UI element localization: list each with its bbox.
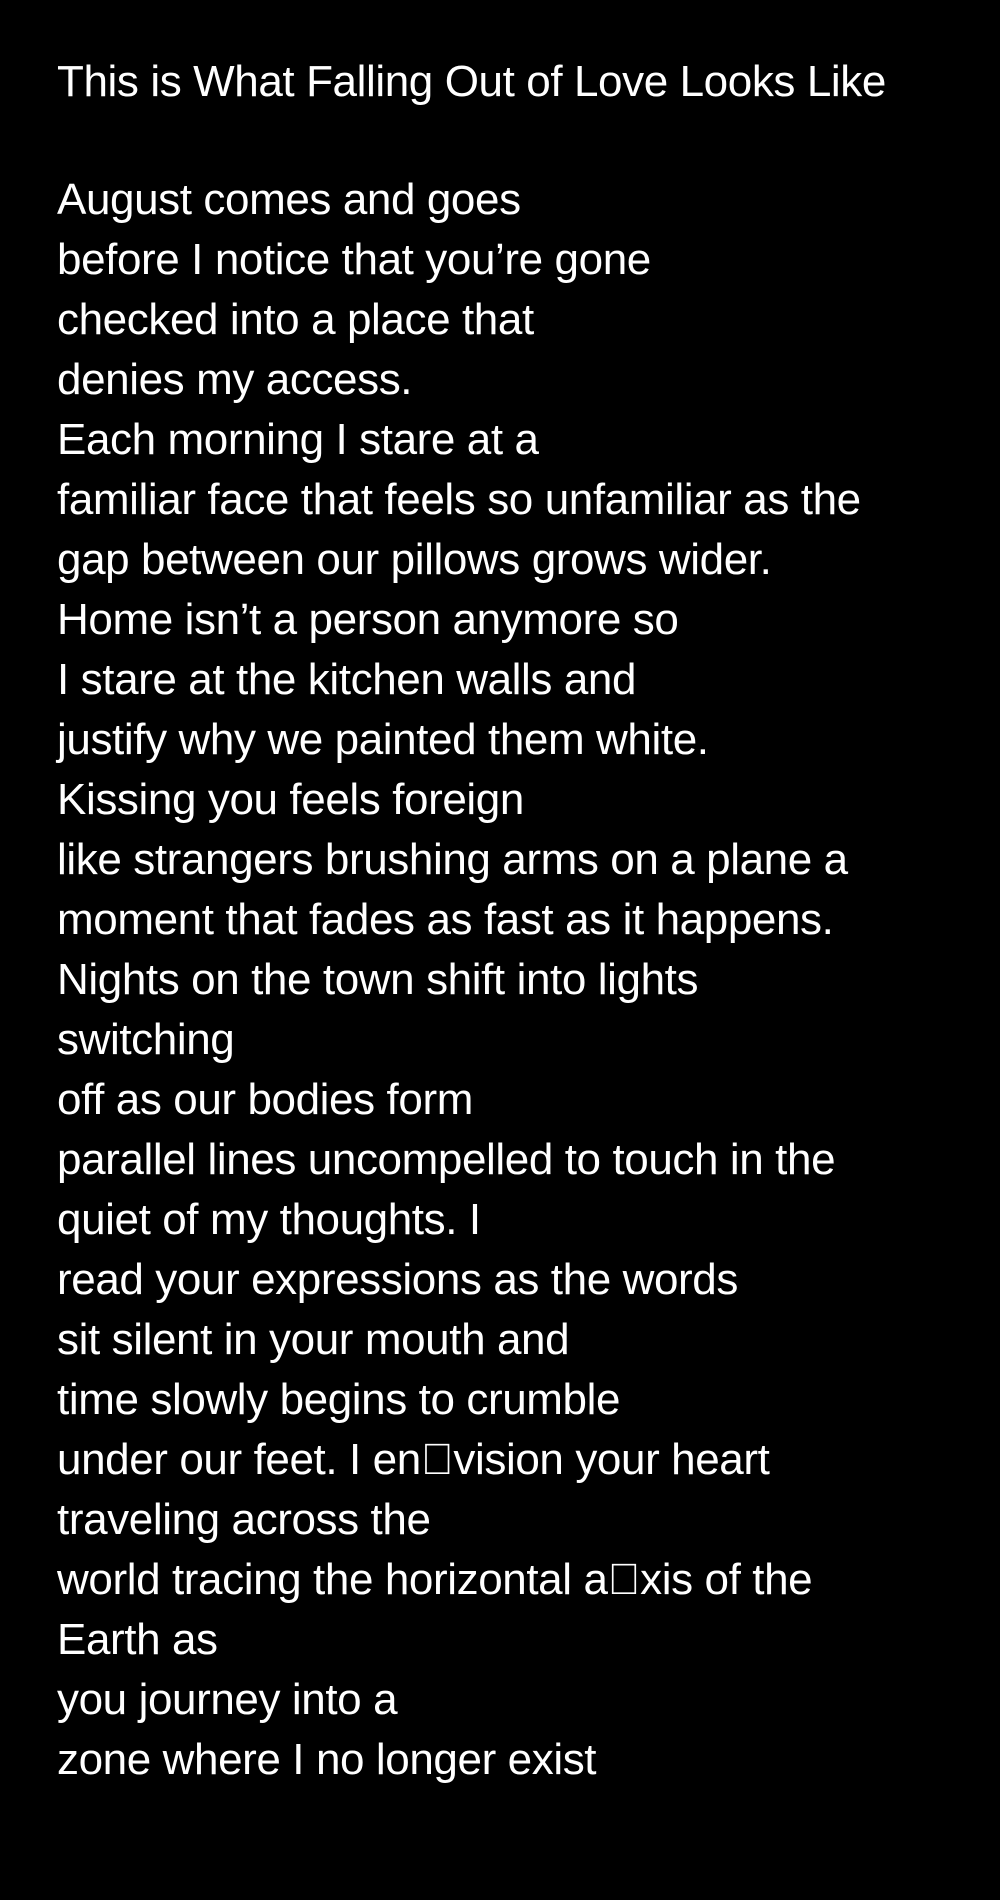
- poem-line: familiar face that feels so unfamiliar as the: [57, 475, 861, 524]
- poem-line: traveling across the: [57, 1495, 431, 1544]
- poem-line: read your expressions as the words: [57, 1255, 738, 1304]
- poem-title: This is What Falling Out of Love Looks Like: [57, 57, 886, 106]
- poem-line: quiet of my thoughts. I: [57, 1195, 481, 1244]
- poem-line: world tracing the horizontal a xis of the: [57, 1555, 813, 1604]
- poem-line: zone where I no longer exist: [57, 1735, 597, 1784]
- poem-line: Home isn’t a person anymore so: [57, 595, 679, 644]
- poem-line: justify why we painted them white.: [57, 715, 709, 764]
- poem-line: I stare at the kitchen walls and: [57, 655, 637, 704]
- poem-line: August comes and goes: [57, 175, 521, 224]
- poem-line: Earth as: [57, 1615, 218, 1664]
- poem-line: you journey into a: [57, 1675, 398, 1724]
- poem-line: Nights on the town shift into lights: [57, 955, 699, 1004]
- poem-line: before I notice that you’re gone: [57, 235, 651, 284]
- poem-line: under our feet. I en vision your heart: [57, 1435, 770, 1484]
- poem-line: time slowly begins to crumble: [57, 1375, 621, 1424]
- poem-line: checked into a place that: [57, 295, 534, 344]
- poem-line: switching: [57, 1015, 235, 1064]
- poem-line: off as our bodies form: [57, 1075, 473, 1124]
- poem-line: like strangers brushing arms on a plane a: [57, 835, 848, 884]
- poem-line: parallel lines uncompelled to touch in the: [57, 1135, 836, 1184]
- poem-line: sit silent in your mouth and: [57, 1315, 570, 1364]
- poem-line: Kissing you feels foreign: [57, 775, 524, 824]
- poem-line: denies my access.: [57, 355, 413, 404]
- poem-line: moment that fades as fast as it happens.: [57, 895, 834, 944]
- poem-body: [57, 170, 957, 1790]
- poem-line: gap between our pillows grows wider.: [57, 535, 772, 584]
- poem-line: Each morning I stare at a: [57, 415, 539, 464]
